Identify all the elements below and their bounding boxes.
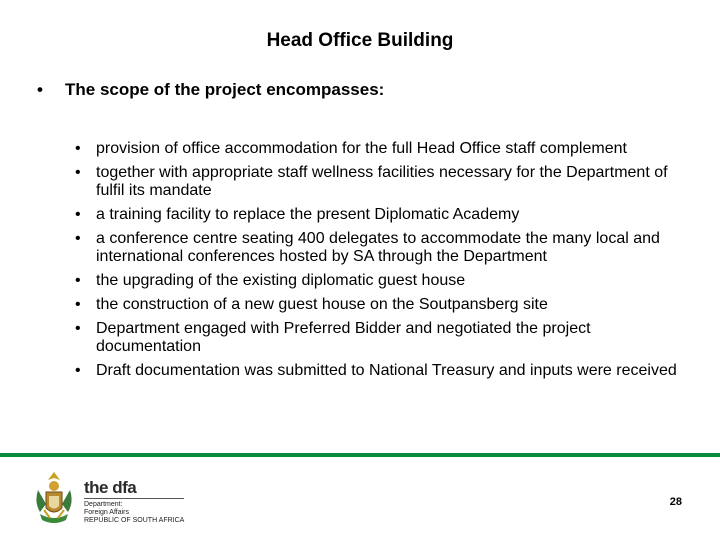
- slide-title: Head Office Building: [266, 30, 454, 51]
- bullet-icon: •: [37, 80, 43, 99]
- footer-divider: [0, 453, 720, 457]
- brand-underline: [84, 498, 184, 499]
- dept-line-2: Foreign Affairs: [84, 509, 130, 516]
- brand-wordmark: the dfa: [84, 478, 137, 497]
- list-item: • the construction of a new guest house on the Soutpansberg site: [72, 296, 692, 314]
- list-item: • Draft documentation was submitted to National Treasury and inputs were received: [72, 362, 692, 380]
- page-number: 28: [669, 496, 682, 508]
- coat-of-arms-icon: [32, 470, 76, 528]
- list-item: • the upgrading of the existing diplomatic guest house: [72, 272, 692, 290]
- lead-bullet: [37, 80, 384, 100]
- list-item: • together with appropriate staff wellness facilities necessary for the Department of fulfil its mandate: [72, 164, 692, 200]
- dept-line-1: Department:: [84, 501, 123, 508]
- dfa-logo: [32, 470, 192, 530]
- dept-line-3: REPUBLIC OF SOUTH AFRICA: [84, 517, 185, 524]
- lead-text: The scope of the project encompasses:: [65, 80, 385, 99]
- department-text: [84, 501, 184, 525]
- list-item: • provision of office accommodation for the full Head Office staff complement: [72, 140, 692, 158]
- list-item: • a conference centre seating 400 delegates to accommodate the many local and international conferences hosted by SA through the Department: [72, 230, 692, 266]
- list-item: • a training facility to replace the present Diplomatic Academy: [72, 206, 692, 224]
- scope-list: [72, 140, 692, 386]
- list-item: • Department engaged with Preferred Bidder and negotiated the project documentation: [72, 320, 692, 356]
